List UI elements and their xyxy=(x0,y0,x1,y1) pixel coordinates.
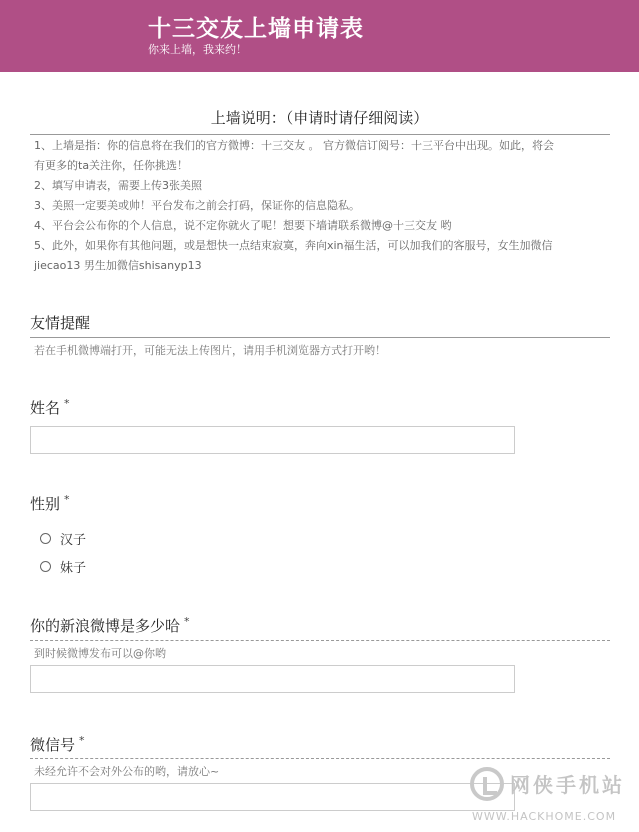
required-mark: * xyxy=(64,397,70,410)
weibo-input[interactable] xyxy=(30,665,515,693)
required-mark: * xyxy=(79,734,85,747)
weibo-label-text: 你的新浪微博是多少哈 xyxy=(30,617,181,635)
weibo-label xyxy=(30,615,190,636)
wechat-label-text: 微信号 xyxy=(30,736,76,754)
intro-line: 5、此外，如果你有其他问题，或是想快一点结束寂寞，奔向xin福生活，可以加我们的客服号，女生加微信 xyxy=(34,239,553,252)
name-label xyxy=(30,397,70,418)
weibo-hint: 到时候微博发布可以@你哟 xyxy=(34,647,166,660)
intro-notes xyxy=(34,136,608,276)
intro-line: jiecao13 男生加微信shisanyp13 xyxy=(34,259,202,272)
reminder-text: 若在手机微博端打开，可能无法上传图片，请用手机浏览器方式打开哟！ xyxy=(34,344,386,357)
watermark-logo-icon xyxy=(470,767,504,801)
gender-option-label: 妹子 xyxy=(60,561,87,576)
watermark-url: WWW.HACKHOME.COM xyxy=(472,810,617,823)
site-watermark xyxy=(470,765,635,827)
reminder-divider xyxy=(30,337,610,338)
gender-option-male[interactable] xyxy=(40,529,86,548)
radio-female[interactable] xyxy=(40,561,51,572)
reminder-title: 友情提醒 xyxy=(30,314,91,332)
name-input[interactable] xyxy=(30,426,515,454)
page-subtitle: 你来上墙，我来约！ xyxy=(148,43,247,56)
required-mark: * xyxy=(184,615,190,628)
wechat-label xyxy=(30,734,85,755)
intro-line: 1、上墙是指：你的信息将在我们的官方微博：十三交友 。 官方微信订阅号：十三平台中出现。如此，将会 xyxy=(34,139,554,152)
intro-line: 2、填写申请表，需要上传3张美照 xyxy=(34,179,202,192)
wechat-hint: 未经允许不会对外公布的哟，请放心~ xyxy=(34,765,220,778)
wechat-divider xyxy=(30,758,610,759)
intro-line: 有更多的ta关注你，任你挑选！ xyxy=(34,159,189,172)
radio-male[interactable] xyxy=(40,533,51,544)
gender-option-female[interactable] xyxy=(40,557,86,576)
gender-label xyxy=(30,493,70,514)
gender-option-label: 汉子 xyxy=(60,533,87,548)
watermark-text: 网侠手机站 xyxy=(510,773,625,797)
intro-line: 4、平台会公布你的个人信息，说不定你就火了呢！想要下墙请联系微博@十三交友 哟 xyxy=(34,219,452,232)
required-mark: * xyxy=(64,493,70,506)
weibo-divider xyxy=(30,640,610,641)
page-title: 十三交友上墙申请表 xyxy=(148,16,364,42)
name-label-text: 姓名 xyxy=(30,399,61,417)
intro-divider xyxy=(30,134,610,135)
wechat-input[interactable] xyxy=(30,783,515,811)
gender-label-text: 性别 xyxy=(30,495,61,513)
intro-line: 3、美照一定要美或帅！平台发布之前会打码，保证你的信息隐私。 xyxy=(34,199,360,212)
intro-title: 上墙说明：（申请时请仔细阅读） xyxy=(210,109,429,127)
page-header xyxy=(0,0,639,72)
